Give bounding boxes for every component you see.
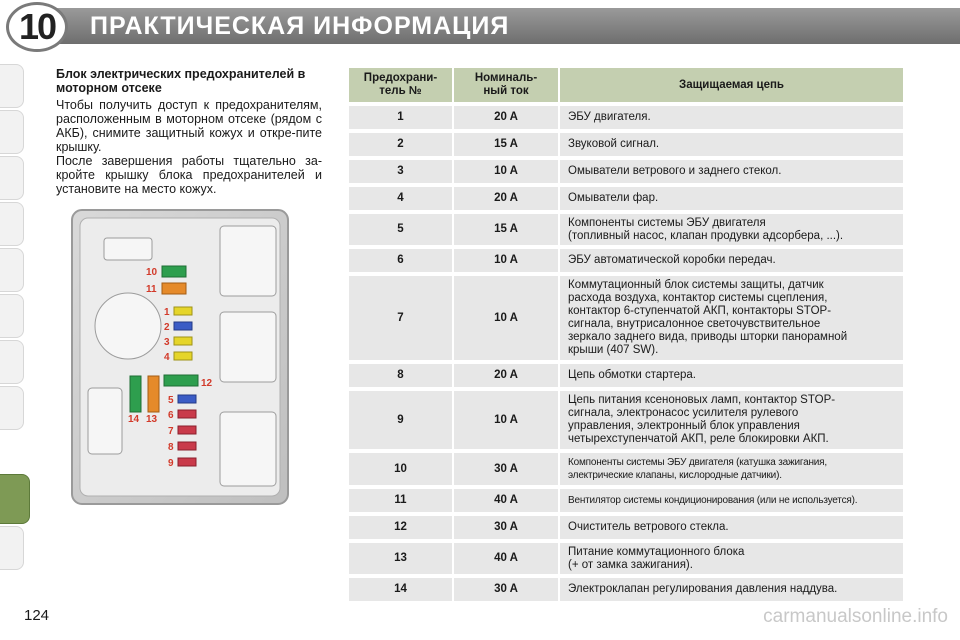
chapter-tab[interactable] [0,202,24,246]
fuse-3 [174,337,192,345]
fuse-current: 10 A [454,276,558,360]
table-row [349,391,903,449]
fuse-13 [148,376,159,412]
fuse-5 [178,395,196,403]
chapter-tab[interactable] [0,294,24,338]
table-row [349,276,903,360]
table-row [349,364,903,387]
fuse-current: 20 A [454,106,558,129]
fuse-number: 4 [349,187,452,210]
column-header-fuse: Предохрани- тель № [349,68,452,102]
table-row [349,516,903,539]
fuse-9 [178,458,196,466]
fuse-number: 5 [349,214,452,245]
fuse-14 [130,376,141,412]
fuse-circuit: Омыватели фар. [560,187,903,210]
watermark: carmanualsonline.info [763,606,948,627]
fuse-current: 20 A [454,187,558,210]
fuse-circuit: Электроклапан регулирования давления наддува. [560,578,903,601]
table-row [349,578,903,601]
relay-socket [104,238,152,260]
table-row [349,133,903,156]
fuse-circuit: Очиститель ветрового стекла. [560,516,903,539]
round-connector [95,293,161,359]
fuse-current: 10 A [454,391,558,449]
column-header-current: Номиналь- ный ток [454,68,558,102]
fuse-label: 14 [128,414,140,425]
section-heading: Блок электрических предохранителей в моторном отсеке [56,67,306,95]
fuse-12 [164,375,198,386]
fuse-number: 9 [349,391,452,449]
fuse-1 [174,307,192,315]
fuse-current: 30 A [454,453,558,485]
fuse-label: 12 [201,378,213,389]
fuse-number: 3 [349,160,452,183]
connector-socket [88,388,122,454]
table-row [349,249,903,272]
fuse-current: 40 A [454,489,558,512]
fuse-8 [178,442,196,450]
fuse-label: 6 [168,410,174,421]
fuse-circuit: Компоненты системы ЭБУ двигателя (топливный насос, клапан продувки адсорбера, ...). [560,214,903,245]
chapter-tab[interactable] [0,386,24,430]
fuse-11 [162,283,186,294]
chapter-tab[interactable] [0,340,24,384]
fuse-number: 10 [349,453,452,485]
fuse-number: 14 [349,578,452,601]
chapter-tab-active[interactable] [0,474,30,524]
fuse-circuit: ЭБУ двигателя. [560,106,903,129]
table-row [349,214,903,245]
page-number: 124 [24,607,50,624]
table-row [349,489,903,512]
fuse-number: 12 [349,516,452,539]
fuse-label: 9 [168,458,174,469]
fuse-circuit: Омыватели ветрового и заднего стекол. [560,160,903,183]
fuse-current: 10 A [454,160,558,183]
relay-socket [220,412,276,486]
fuse-current: 15 A [454,133,558,156]
fuse-label: 7 [168,426,174,437]
fuse-number: 13 [349,543,452,574]
table-row [349,187,903,210]
fuse-7 [178,426,196,434]
table-row [349,160,903,183]
fuse-2 [174,322,192,330]
page-header [0,0,960,54]
chapter-badge [6,2,68,52]
fuse-current: 30 A [454,578,558,601]
chapter-tab[interactable] [0,526,24,570]
fuse-current: 10 A [454,249,558,272]
fuse-number: 2 [349,133,452,156]
fuse-circuit: Компоненты системы ЭБУ двигателя (катушка зажигания, электрические клапаны, кислородные датчики). [560,453,903,485]
column-header-circuit: Защищаемая цепь [560,68,903,102]
chapter-tab[interactable] [0,64,24,108]
fuse-label: 4 [164,352,170,363]
fuse-current: 40 A [454,543,558,574]
chapter-tabs [0,64,30,584]
fuse-circuit: Цепь обмотки стартера. [560,364,903,387]
fuse-current: 30 A [454,516,558,539]
fuse-6 [178,410,196,418]
table-header [349,68,903,102]
fuse-label: 11 [146,284,157,295]
page-title: ПРАКТИЧЕСКАЯ ИНФОРМАЦИЯ [90,12,510,40]
fuse-label: 5 [168,395,174,406]
chapter-tab[interactable] [0,156,24,200]
fuse-number: 7 [349,276,452,360]
fuse-circuit: Питание коммутационного блока (+ от замка зажигания). [560,543,903,574]
fuse-10 [162,266,186,277]
table-row [349,543,903,574]
fuse-4 [174,352,192,360]
fuse-circuit: Коммутационный блок системы защиты, датчик расхода воздуха, контактор системы сцепления, контактор 6-ступенчатой АКП, контакторы STOP- сигнала, внутрисалонное светочувствительное зеркало заднего вида, приводы шторки панорамной крыши (407 SW). [560,276,903,360]
fuse-label: 13 [146,414,158,425]
fuse-label: 2 [164,322,170,333]
chapter-tab[interactable] [0,110,24,154]
fuse-number: 11 [349,489,452,512]
table-row [349,106,903,129]
fuse-circuit: Звуковой сигнал. [560,133,903,156]
fuse-table [349,68,903,601]
fuse-circuit: Цепь питания ксеноновых ламп, контактор STOP- сигнала, электронасос усилителя рулевого управления, электронный блок управления четырехступенчатой АКП, реле блокировки АКП. [560,391,903,449]
fuse-circuit: Вентилятор системы кондиционирования (или не используется). [560,489,903,512]
relay-socket [220,312,276,382]
chapter-tab[interactable] [0,248,24,292]
fuse-label: 10 [146,267,158,278]
relay-socket [220,226,276,296]
table-row [349,453,903,485]
fuse-circuit: ЭБУ автоматической коробки передач. [560,249,903,272]
fuse-number: 6 [349,249,452,272]
fusebox-diagram [70,208,292,508]
fuse-current: 20 A [454,364,558,387]
fuse-current: 15 A [454,214,558,245]
section-body: Чтобы получить доступ к предохранителям, расположенным в моторном отсеке (рядом с АКБ), снимите защитный кожух и откре-пите крышку. После завершения работы тщательно за-кройте крышку блока предохранителей и установите на место кожух. [56,98,322,196]
fuse-number: 8 [349,364,452,387]
fuse-label: 8 [168,442,174,453]
fuse-label: 3 [164,337,170,348]
fuse-number: 1 [349,106,452,129]
fuse-label: 1 [164,307,170,318]
chapter-number: 10 [18,6,56,47]
